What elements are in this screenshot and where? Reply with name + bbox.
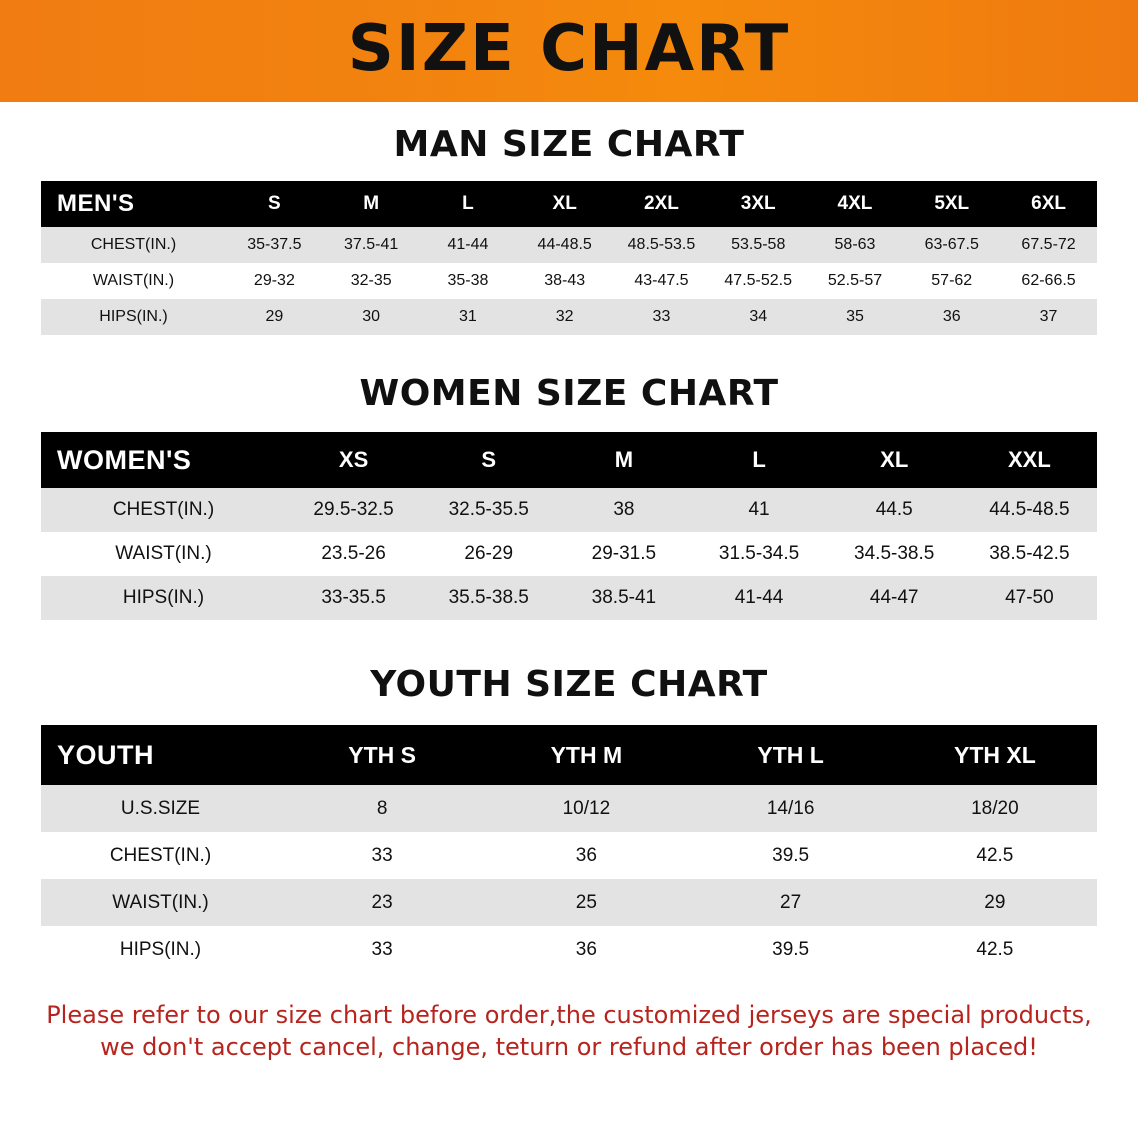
men-cell: 30 (323, 299, 420, 335)
man-section-title: MAN SIZE CHART (393, 124, 745, 165)
men-row-label: WAIST(IN.) (41, 263, 226, 299)
women-cell: 38.5-41 (556, 576, 691, 620)
men-cell: 58-63 (807, 227, 904, 263)
women-size-table-wrapper (41, 432, 1097, 620)
men-cell: 62-66.5 (1000, 263, 1097, 299)
man-size-table (41, 181, 1097, 335)
men-corner-label: MEN'S (41, 181, 226, 227)
table-row (41, 926, 1097, 973)
men-cell: 34 (710, 299, 807, 335)
men-cell: 36 (903, 299, 1000, 335)
youth-section-title: YOUTH SIZE CHART (370, 664, 768, 705)
youth-row-label: WAIST(IN.) (41, 879, 280, 926)
women-cell: 29-31.5 (556, 532, 691, 576)
women-row-label: CHEST(IN.) (41, 488, 286, 532)
youth-cell: 36 (484, 832, 688, 879)
banner (0, 0, 1138, 102)
table-row (41, 879, 1097, 926)
youth-row-label: HIPS(IN.) (41, 926, 280, 973)
youth-cell: 42.5 (893, 832, 1097, 879)
men-cell: 41-44 (420, 227, 517, 263)
women-size-table (41, 432, 1097, 620)
disclaimer-note (44, 999, 1094, 1064)
men-cell: 63-67.5 (903, 227, 1000, 263)
table-row (41, 227, 1097, 263)
man-table-body (41, 227, 1097, 335)
youth-size-table (41, 725, 1097, 973)
men-cell: 29 (226, 299, 323, 335)
men-cell: 57-62 (903, 263, 1000, 299)
men-size-header: S (226, 181, 323, 227)
youth-row-label: U.S.SIZE (41, 785, 280, 832)
men-row-label: HIPS(IN.) (41, 299, 226, 335)
women-size-header: XS (286, 432, 421, 488)
youth-cell: 23 (280, 879, 484, 926)
men-cell: 35-37.5 (226, 227, 323, 263)
men-cell: 67.5-72 (1000, 227, 1097, 263)
youth-cell: 18/20 (893, 785, 1097, 832)
table-row (41, 488, 1097, 532)
women-cell: 47-50 (962, 576, 1097, 620)
youth-table-body (41, 785, 1097, 973)
men-size-header: 3XL (710, 181, 807, 227)
men-cell: 31 (420, 299, 517, 335)
men-cell: 32 (516, 299, 613, 335)
men-cell: 35-38 (420, 263, 517, 299)
youth-cell: 42.5 (893, 926, 1097, 973)
youth-size-header: YTH M (484, 725, 688, 785)
table-row (41, 576, 1097, 620)
table-row (41, 299, 1097, 335)
women-section-title: WOMEN SIZE CHART (359, 373, 779, 414)
men-cell: 37.5-41 (323, 227, 420, 263)
youth-cell: 27 (689, 879, 893, 926)
men-cell: 44-48.5 (516, 227, 613, 263)
youth-cell: 39.5 (689, 832, 893, 879)
men-cell: 33 (613, 299, 710, 335)
youth-cell: 39.5 (689, 926, 893, 973)
women-cell: 44-47 (827, 576, 962, 620)
table-header-row (41, 725, 1097, 785)
men-cell: 35 (807, 299, 904, 335)
youth-cell: 10/12 (484, 785, 688, 832)
men-cell: 53.5-58 (710, 227, 807, 263)
disclaimer-line-2: we don't accept cancel, change, teturn or refund after order has been placed! (100, 1033, 1038, 1062)
disclaimer-line-1: Please refer to our size chart before order,the customized jerseys are special products, (46, 1001, 1092, 1029)
page-title: SIZE CHART (347, 12, 791, 86)
women-cell: 31.5-34.5 (691, 532, 826, 576)
men-size-header: 5XL (903, 181, 1000, 227)
youth-cell: 33 (280, 926, 484, 973)
women-row-label: WAIST(IN.) (41, 532, 286, 576)
youth-cell: 14/16 (689, 785, 893, 832)
men-size-header: 4XL (807, 181, 904, 227)
women-corner-label: WOMEN'S (41, 432, 286, 488)
women-cell: 44.5-48.5 (962, 488, 1097, 532)
youth-cell: 36 (484, 926, 688, 973)
women-table-body (41, 488, 1097, 620)
women-row-label: HIPS(IN.) (41, 576, 286, 620)
man-size-table-wrapper (41, 181, 1097, 335)
men-size-header: L (420, 181, 517, 227)
women-cell: 41-44 (691, 576, 826, 620)
men-cell: 43-47.5 (613, 263, 710, 299)
men-size-header: M (323, 181, 420, 227)
men-size-header: XL (516, 181, 613, 227)
youth-size-header: YTH S (280, 725, 484, 785)
men-row-label: CHEST(IN.) (41, 227, 226, 263)
women-size-header: XL (827, 432, 962, 488)
youth-cell: 25 (484, 879, 688, 926)
men-cell: 52.5-57 (807, 263, 904, 299)
youth-cell: 29 (893, 879, 1097, 926)
youth-size-header: YTH L (689, 725, 893, 785)
women-cell: 26-29 (421, 532, 556, 576)
table-header-row (41, 432, 1097, 488)
women-table-header (41, 432, 1097, 488)
women-cell: 38 (556, 488, 691, 532)
women-size-header: L (691, 432, 826, 488)
youth-size-header: YTH XL (893, 725, 1097, 785)
youth-row-label: CHEST(IN.) (41, 832, 280, 879)
women-cell: 32.5-35.5 (421, 488, 556, 532)
men-cell: 48.5-53.5 (613, 227, 710, 263)
youth-cell: 33 (280, 832, 484, 879)
women-size-header: S (421, 432, 556, 488)
women-cell: 34.5-38.5 (827, 532, 962, 576)
youth-table-header (41, 725, 1097, 785)
women-cell: 38.5-42.5 (962, 532, 1097, 576)
youth-cell: 8 (280, 785, 484, 832)
youth-size-table-wrapper (41, 725, 1097, 973)
man-table-header (41, 181, 1097, 227)
men-cell: 29-32 (226, 263, 323, 299)
men-cell: 38-43 (516, 263, 613, 299)
women-cell: 29.5-32.5 (286, 488, 421, 532)
men-cell: 32-35 (323, 263, 420, 299)
table-row (41, 785, 1097, 832)
men-cell: 47.5-52.5 (710, 263, 807, 299)
men-size-header: 2XL (613, 181, 710, 227)
women-cell: 33-35.5 (286, 576, 421, 620)
women-cell: 44.5 (827, 488, 962, 532)
table-row (41, 263, 1097, 299)
table-row (41, 832, 1097, 879)
youth-corner-label: YOUTH (41, 725, 280, 785)
table-row (41, 532, 1097, 576)
table-header-row (41, 181, 1097, 227)
men-cell: 37 (1000, 299, 1097, 335)
men-size-header: 6XL (1000, 181, 1097, 227)
women-cell: 41 (691, 488, 826, 532)
women-size-header: M (556, 432, 691, 488)
women-cell: 35.5-38.5 (421, 576, 556, 620)
women-size-header: XXL (962, 432, 1097, 488)
women-cell: 23.5-26 (286, 532, 421, 576)
